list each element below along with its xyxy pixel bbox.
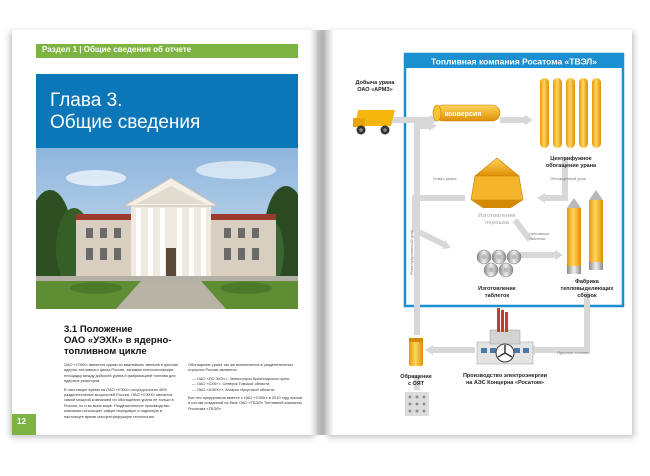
powder-label-line1: Изготовление bbox=[478, 213, 516, 219]
fuel-cycle-diagram bbox=[325, 30, 632, 435]
regenerated-uranium-label: Регенерированный уран bbox=[409, 229, 414, 275]
left-page bbox=[12, 30, 317, 435]
snf-label-line2: с ОЯТ bbox=[407, 381, 425, 387]
powder-label-line2: порошка bbox=[485, 220, 509, 226]
subsection-heading-line2: ОАО «УЭХК» в ядерно- bbox=[64, 335, 172, 346]
page-number: 12 bbox=[17, 417, 26, 426]
report-spread bbox=[12, 30, 632, 435]
centrifuge-label-line1: Центрифужное bbox=[550, 156, 592, 162]
centrifuge-label-line2: обогащение урана bbox=[545, 163, 597, 169]
body-paragraph: ОАО «УЭХК» является одним из важнейших звеньев в цепочке ядерно-топливного цикла России, занимая технологическую площадку между добычей урана и фабрикацией топлива для ядерных реакторов. bbox=[64, 362, 179, 384]
enriched-uranium-label: Обогащённый уран bbox=[550, 176, 586, 181]
assembly-label-line3: сборок bbox=[577, 293, 597, 299]
mining-label-line2: ОАО «АРМЗ» bbox=[357, 87, 393, 93]
list-item: — ОАО «ПО ЭХЗ» г. Зеленогорск Красноярского края; bbox=[192, 375, 290, 381]
assembly-label-line2: тепловыделяющих bbox=[560, 286, 614, 292]
pellets-flow-label-line1: топливные bbox=[529, 231, 550, 236]
subsection-heading-line3: топливном цикле bbox=[64, 346, 147, 357]
subsection-heading-line1: 3.1 Положение bbox=[64, 324, 133, 335]
body-paragraph: В настоящее время на ОАО «УЭХК» сосредоточено 48% разделительных мощностей России. ОАО «УЭХК» является самой мощной компанией по обогащению урана не только в России, но и во всем мире. Разделительное производство компании использует самую передовую и надежную в настоящее время газоцентрифужную технологию. bbox=[64, 386, 174, 419]
storage-grid-icon bbox=[405, 392, 429, 416]
depleted-uranium-label: Отвал урана bbox=[433, 176, 457, 181]
mining-label-line1: Добыча урана bbox=[355, 80, 395, 86]
section-header-bar bbox=[36, 44, 298, 58]
power-plant-icon bbox=[477, 308, 533, 364]
building-photo bbox=[36, 148, 298, 309]
snf-container-icon bbox=[409, 338, 423, 366]
body-column-1 bbox=[64, 362, 182, 422]
conversion-label: конверсия bbox=[444, 111, 482, 118]
snf-label-line1: Обращение bbox=[400, 374, 432, 380]
spent-fuel-label: Ядерное топливо bbox=[557, 350, 590, 355]
pellets-flow-label-line2: таблетки bbox=[529, 236, 546, 241]
chapter-number: Глава 3. bbox=[50, 90, 123, 111]
pellets-label-line2: таблеток bbox=[484, 293, 510, 299]
subsection-heading bbox=[64, 324, 224, 357]
list-item: — ОАО «АЭХК» г. Ангарск Иркутской области. bbox=[192, 386, 276, 392]
pellets-label-line1: Изготовление bbox=[478, 286, 516, 292]
body-column-2 bbox=[188, 362, 304, 414]
list-item: — ОАО «СХК» г. Северск Томской области; bbox=[192, 381, 271, 387]
chapter-title-block bbox=[36, 74, 298, 148]
power-label-line1: Производство электроэнергии bbox=[462, 373, 548, 379]
section-header-text: Раздел 1 | Общие сведения об отчете bbox=[42, 45, 192, 54]
right-page bbox=[325, 30, 632, 435]
company-box-title: Топливная компания Росатома «ТВЭЛ» bbox=[430, 56, 598, 67]
assembly-label-line1: Фабрика bbox=[575, 279, 599, 285]
power-label-line2: на АЭС Концерна «Росатом» bbox=[465, 380, 545, 386]
chapter-title: Общие сведения bbox=[50, 112, 201, 133]
mining-truck-icon bbox=[353, 110, 395, 135]
body-paragraph: Все эти предприятия вместе с ОАО «УЭХК» в 2010 году вошли в состав созданной на базе ОАО «ТВЭЛ» Топливной компании Росатома «ТВЭЛ». bbox=[188, 395, 303, 411]
body-paragraph: Обогащение урана так же выполняется в разделительных отраслях России являются: bbox=[188, 362, 294, 373]
